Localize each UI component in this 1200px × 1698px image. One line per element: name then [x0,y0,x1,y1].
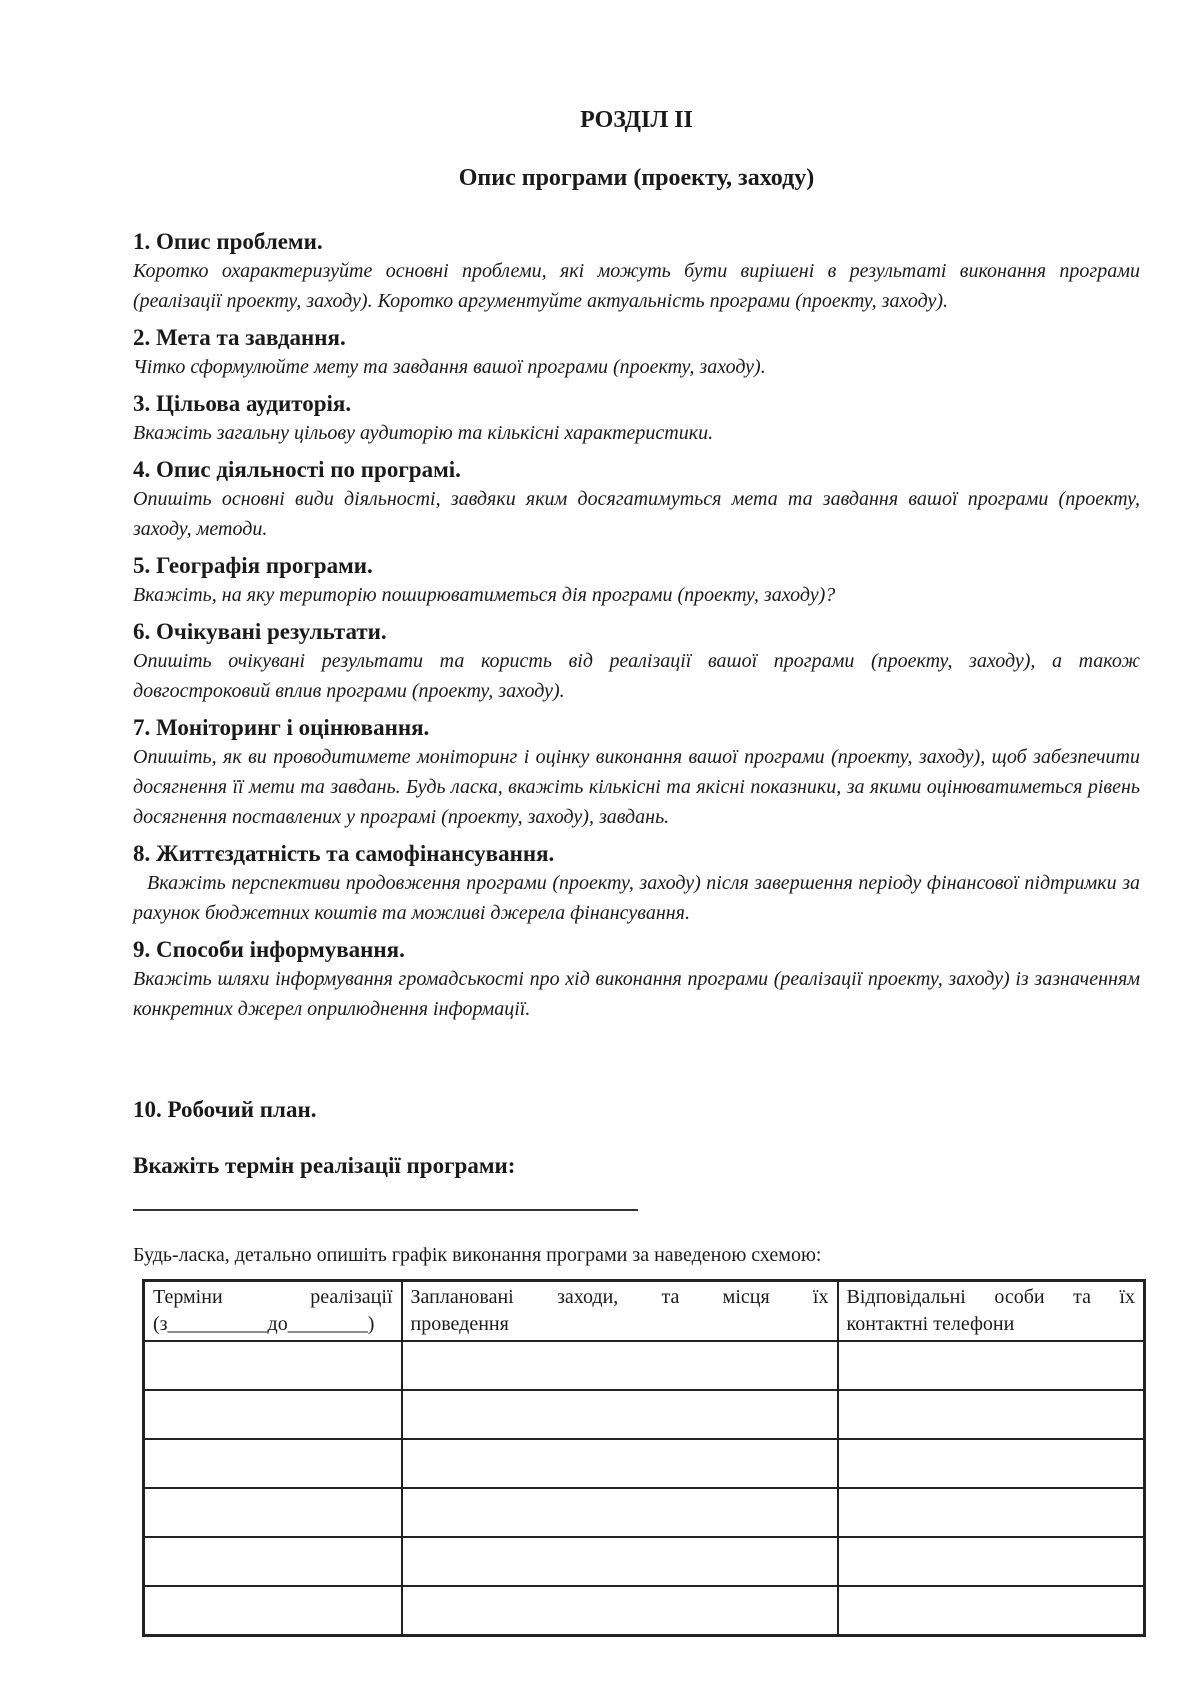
table-header-terms-line2: (з__________до________) [153,1313,375,1335]
section-4 [133,456,1140,544]
section-1-heading: 1. Опис проблеми. [133,229,323,254]
table-header-events-line1: Заплановані заходи, та місця їх [410,1286,829,1308]
table-row [144,1341,1145,1390]
section-2-body: Чітко сформулюйте мету та завдання вашої програми (проекту, заходу). [133,356,766,378]
section-2 [133,324,1140,382]
section-7-heading: 7. Моніторинг і оцінювання. [133,715,430,740]
table-cell-empty [838,1439,1145,1488]
section-7-body: Опишіть, як ви проводитимете моніторинг і оцінку виконання вашої програми (проекту, заходу), щоб забезпечити досягнення її мети та завдань. Будь ласка, вкажіть кількісні та якісні показники, за якими оцінюватиметься рівень досягнення поставлених у програмі (проекту, заходу), завдань. [133,746,1140,828]
table-cell-empty [144,1488,402,1537]
table-cell-empty [402,1439,838,1488]
table-cell-empty [144,1341,402,1390]
table-header-responsible [838,1281,1145,1342]
table-row [144,1488,1145,1537]
section-1-body: Коротко охарактеризуйте основні проблеми, які можуть бути вирішені в результаті виконання програми (реалізації проекту, заходу). Коротко аргументуйте актуальність програми (проекту, заходу). [133,260,1140,312]
table-cell-empty [144,1537,402,1586]
table-header-responsible-line1: Відповідальні особи та їх [846,1286,1135,1308]
table-cell-empty [838,1488,1145,1537]
section-7 [133,714,1140,832]
table-row [144,1586,1145,1636]
section-4-heading: 4. Опис діяльності по програмі. [133,457,461,482]
section-10-heading: 10. Робочий план. [133,1097,317,1122]
work-plan-table [142,1279,1146,1637]
page-title: РОЗДІЛ ІІ [580,107,693,133]
table-cell-empty [402,1586,838,1636]
table-cell-empty [838,1341,1145,1390]
table-cell-empty [838,1390,1145,1439]
table-cell-empty [838,1586,1145,1636]
table-cell-empty [144,1586,402,1636]
section-5 [133,552,1140,610]
section-10 [133,1096,1140,1124]
section-9-body: Вкажіть шляхи інформування громадськості про хід виконання програми (реалізації проекту, заходу) із зазначенням конкретних джерел оприлюднення інформації. [133,968,1140,1020]
table-cell-empty [402,1488,838,1537]
table-row [144,1439,1145,1488]
table-cell-empty [402,1341,838,1390]
table-row [144,1537,1145,1586]
section-2-heading: 2. Мета та завдання. [133,325,346,350]
table-row [144,1390,1145,1439]
section-4-body: Опишіть основні види діяльності, завдяки яким досягатимуться мета та завдання вашої програми (проекту, заходу, методи. [133,488,1140,540]
table-header-row [144,1281,1145,1342]
page-subtitle: Опис програми (проекту, заходу) [458,165,815,191]
section-6-heading: 6. Очікувані результати. [133,619,387,644]
section-3-body: Вкажіть загальну цільову аудиторію та кількісні характеристики. [133,422,714,444]
section-8 [133,840,1140,928]
section-8-heading: 8. Життєздатність та самофінансування. [133,841,555,866]
section-5-body: Вкажіть, на яку територію поширюватиметься дія програми (проекту, заходу)? [133,584,836,606]
section-1 [133,228,1140,316]
table-header-events [402,1281,838,1342]
table-header-terms [144,1281,402,1342]
section-9-heading: 9. Способи інформування. [133,937,405,962]
section-6 [133,618,1140,706]
schedule-instruction: Будь-ласка, детально опишіть графік виконання програми за наведеною схемою: [133,1244,822,1266]
table-cell-empty [402,1537,838,1586]
table-cell-empty [144,1390,402,1439]
table-cell-empty [838,1537,1145,1586]
section-3-heading: 3. Цільова аудиторія. [133,391,352,416]
table-cell-empty [402,1390,838,1439]
section-5-heading: 5. Географія програми. [133,553,373,578]
section-6-body: Опишіть очікувані результати та користь від реалізації вашої програми (проекту, заходу), а також довгостроковий вплив програми (проекту, заходу). [133,650,1140,702]
table-header-terms-line1: Терміни реалізації [153,1286,393,1308]
term-fill-in-line [133,1208,638,1211]
section-3 [133,390,1140,448]
section-9 [133,936,1140,1024]
table-header-events-line2: проведення [410,1313,509,1335]
section-8-body: Вкажіть перспективи продовження програми (проекту, заходу) після завершення періоду фінансової підтримки за рахунок бюджетних коштів та можливі джерела фінансування. [133,872,1140,924]
table-header-responsible-line2: контактні телефони [846,1313,1015,1335]
table-cell-empty [144,1439,402,1488]
term-prompt: Вкажіть термін реалізації програми: [133,1153,516,1178]
